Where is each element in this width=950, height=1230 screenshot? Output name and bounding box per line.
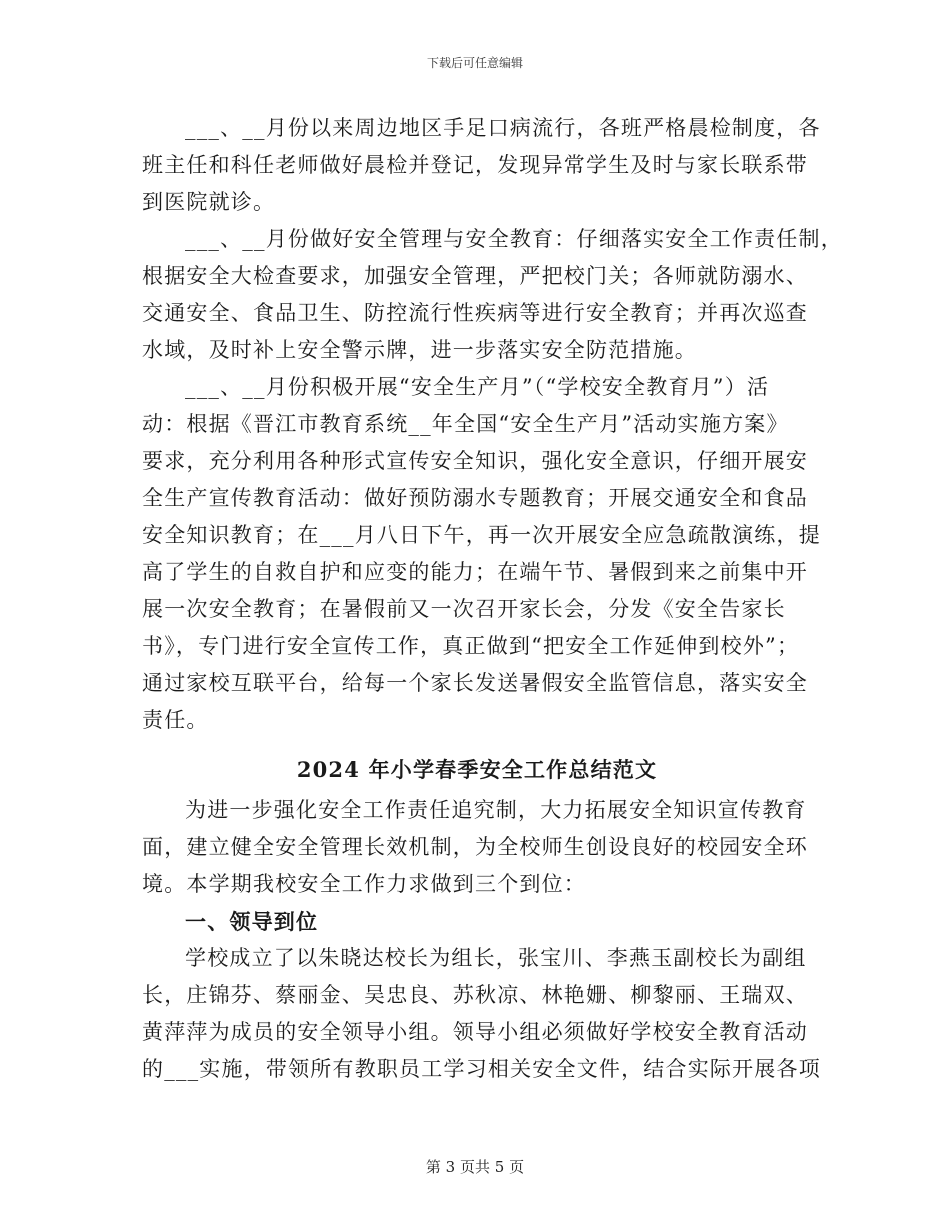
text-line: 展一次安全教育；在暑假前又一次召开家长会，分发《安全告家长: [142, 597, 786, 621]
paragraph-intro: [142, 792, 812, 903]
text-line: 到医院就诊。: [142, 190, 276, 214]
document-body: [142, 110, 843, 1088]
text-line: 责任。: [142, 708, 209, 732]
text-line: 境。本学期我校安全工作力求做到三个到位：: [142, 872, 586, 896]
text-line: ___、__月份以来周边地区手足口病流行，各班严格晨检制度，各: [185, 116, 821, 140]
text-line: 高了学生的自救自护和应变的能力；在端午节、暑假到来之前集中开: [142, 560, 808, 584]
text-line: ___、__月份做好安全管理与安全教育：仔细落实安全工作责任制，: [185, 227, 843, 251]
article-title: 2024 年小学春季安全工作总结范文: [296, 757, 658, 782]
text-line: 全生产宣传教育活动：做好预防溺水专题教育；开展交通安全和食品: [142, 486, 808, 510]
text-line: 水域，及时补上安全警示牌，进一步落实安全防范措施。: [142, 338, 697, 362]
text-line: 要求，充分利用各种形式宣传安全知识，强化安全意识，仔细开展安: [142, 449, 808, 473]
text-line: 的___实施，带领所有教职员工学习相关安全文件，结合实际开展各项: [142, 1057, 821, 1081]
section-heading-leadership: 一、领导到位: [185, 909, 319, 934]
text-line: ___、__月份积极开展“安全生产月”（“学校安全教育月”）活: [185, 375, 770, 399]
text-line: 安全知识教育；在___月八日下午，再一次开展安全应急疏散演练，提: [142, 523, 821, 547]
paragraph-safety-month: [142, 369, 821, 739]
text-line: 长，庄锦芬、蔡丽金、吴忠良、苏秋凉、林艳姗、柳黎丽、王瑞双、: [142, 983, 808, 1007]
paragraph-leadership: [142, 940, 821, 1088]
text-line: 书》，专门进行安全宣传工作，真正做到“把安全工作延伸到校外”；: [142, 634, 800, 658]
page-footer: 第 3 页共 5 页: [425, 1158, 525, 1176]
page-header: 下载后可任意编辑: [426, 56, 523, 70]
text-line: 交通安全、食品卫生、防控流行性疾病等进行安全教育；并再次巡查: [142, 301, 808, 325]
paragraph-safety-management: [142, 221, 843, 369]
text-line: 动：根据《晋江市教育系统__年全国“安全生产月”活动实施方案》: [142, 412, 789, 436]
paragraph-hfmd-checks: [142, 110, 821, 221]
text-line: 学校成立了以朱晓达校长为组长，张宝川、李燕玉副校长为副组: [185, 946, 807, 970]
text-line: 黄萍萍为成员的安全领导小组。领导小组必须做好学校安全教育活动: [142, 1020, 808, 1044]
text-line: 根据安全大检查要求，加强安全管理，严把校门关；各师就防溺水、: [142, 264, 808, 288]
text-line: 为进一步强化安全工作责任追究制，大力拓展安全知识宣传教育: [185, 798, 807, 822]
text-line: 班主任和科任老师做好晨检并登记，发现异常学生及时与家长联系带: [142, 153, 808, 177]
text-line: 通过家校互联平台，给每一个家长发送暑假安全监管信息，落实安全: [142, 671, 808, 695]
text-line: 面，建立健全安全管理长效机制，为全校师生创设良好的校园安全环: [142, 835, 808, 859]
